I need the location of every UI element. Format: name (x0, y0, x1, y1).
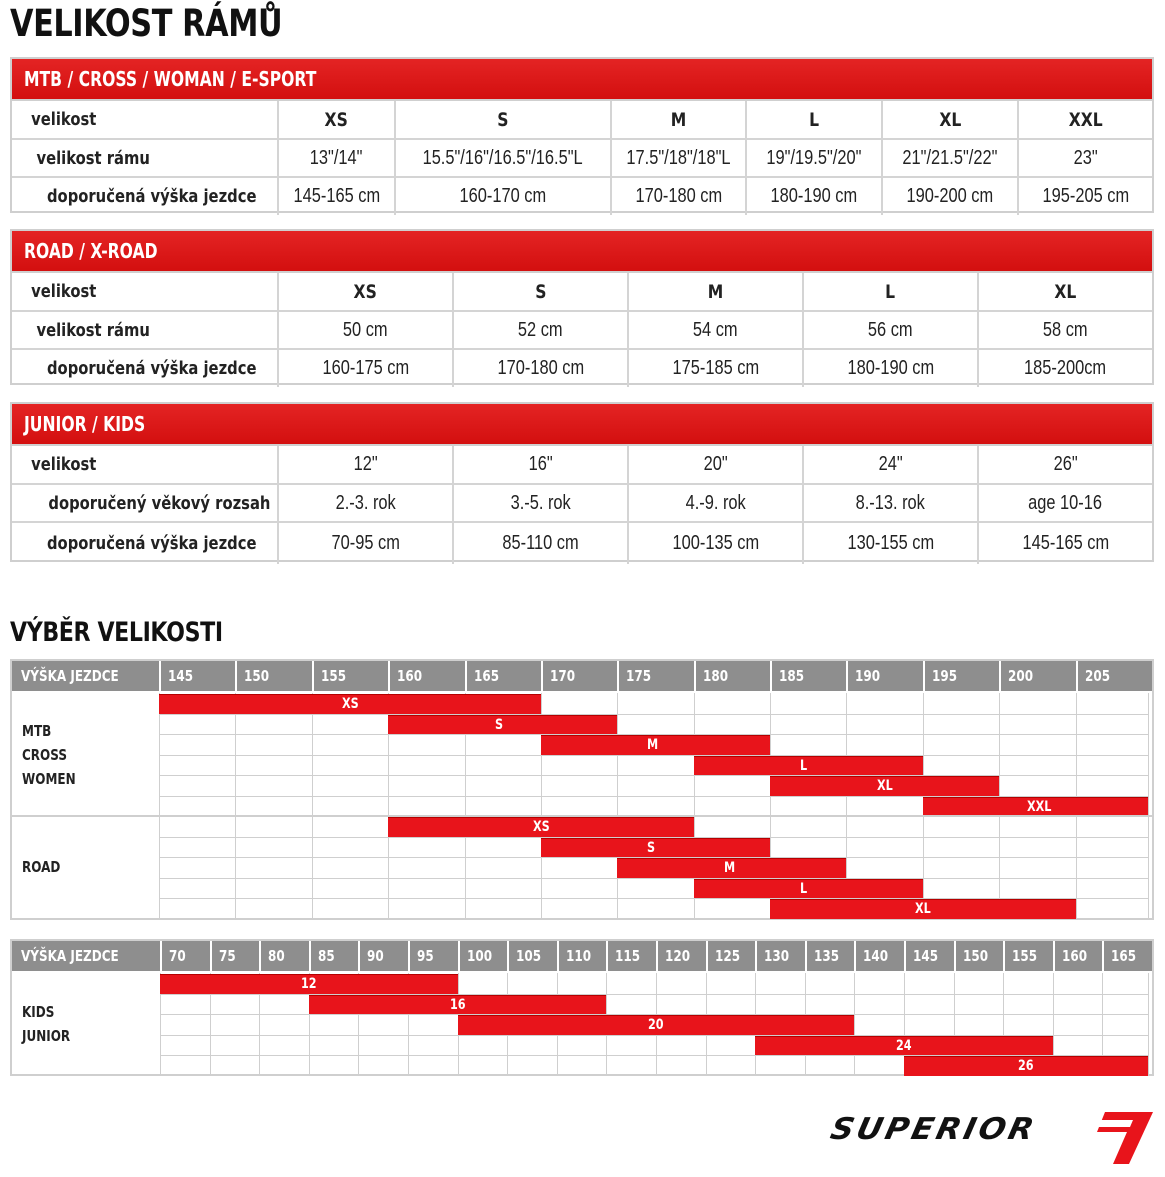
tick-label: 75 (210, 941, 260, 971)
tick-label: 190 (846, 661, 922, 691)
table-cell: 175-185 cm (628, 349, 803, 387)
tick-label: 140 (854, 941, 904, 971)
size-range-label: 24 (895, 1037, 912, 1054)
size-range-label: 12 (300, 976, 317, 992)
size-range-bar (388, 715, 617, 735)
tick-label: 120 (656, 941, 706, 971)
section-heading: JUNIOR / KIDS (12, 404, 1152, 446)
row-label: velikost (31, 281, 97, 302)
size-range-bar (541, 735, 770, 755)
table-cell: 130-155 cm (803, 522, 978, 564)
table-cell: 70-95 cm (278, 522, 453, 564)
table-cell: S (395, 101, 611, 139)
chart-header-label: VÝŠKA JEZDCE (21, 947, 119, 965)
grid-line (159, 775, 1148, 776)
size-range-label: XS (532, 819, 550, 835)
table-cell: 100-135 cm (628, 522, 803, 564)
size-table-mtb (10, 57, 1154, 213)
chart-header (12, 941, 1152, 971)
tick-label: 165 (465, 661, 541, 691)
section-heading: MTB / CROSS / WOMAN / E-SPORT (12, 59, 1152, 101)
table-cell: 85-110 cm (453, 522, 628, 564)
size-range-bar (904, 1056, 1148, 1076)
table-cell: XXL (1018, 101, 1152, 139)
size-table (12, 101, 1152, 215)
tick-label: 205 (1076, 661, 1152, 691)
size-range-label: 20 (647, 1017, 664, 1033)
table-cell: 180-190 cm (746, 177, 882, 215)
table-cell: 23" (1018, 139, 1152, 177)
tick-label: 145 (159, 661, 235, 691)
table-row (12, 484, 1152, 522)
size-chart-adult (10, 659, 1154, 920)
grid-line (1148, 693, 1149, 919)
row-label: doporučená výška jezdce (12, 522, 278, 564)
row-label: velikost (31, 109, 97, 130)
tick-label: 105 (507, 941, 557, 971)
table-cell: 160-175 cm (278, 349, 453, 387)
superior-logo (827, 1110, 1153, 1166)
table-row (12, 446, 1152, 484)
grid-line (854, 973, 855, 1076)
grid-line (1148, 973, 1149, 1076)
table-row (12, 177, 1152, 215)
size-range-label: S (494, 716, 503, 733)
table-cell: 3.-5. rok (453, 484, 628, 522)
size-range-label: XL (914, 901, 931, 917)
table-cell: 52 cm (453, 311, 628, 349)
table-cell: XS (278, 273, 453, 311)
size-range-bar (770, 899, 1076, 919)
size-range-label: 26 (1018, 1058, 1034, 1074)
size-range-label: S (647, 839, 656, 856)
group-label: KIDS JUNIOR (22, 1003, 71, 1046)
table-cell: M (628, 273, 803, 311)
table-cell: 58 cm (978, 311, 1152, 349)
table-cell: 17.5"/18"/18"L (611, 139, 746, 177)
tick-label: 180 (694, 661, 770, 691)
row-label: doporučená výška jezdce (12, 177, 278, 215)
row-label: velikost (31, 454, 97, 475)
table-cell: 195-205 cm (1018, 177, 1152, 215)
table-cell: 15.5"/16"/16.5"/16.5"L (395, 139, 611, 177)
table-cell: 190-200 cm (882, 177, 1018, 215)
tick-label: 155 (312, 661, 388, 691)
tick-label: 185 (770, 661, 846, 691)
table-cell: 16" (453, 446, 628, 484)
table-cell: 180-190 cm (803, 349, 978, 387)
tick-label: 80 (259, 941, 309, 971)
table-cell: XS (278, 101, 395, 139)
table-cell: 54 cm (628, 311, 803, 349)
size-range-bar (160, 974, 458, 994)
size-chart-kids (10, 939, 1154, 1076)
tick-label: 155 (1003, 941, 1053, 971)
tick-label: 100 (458, 941, 508, 971)
tick-label: 160 (388, 661, 464, 691)
tick-label: 165 (1102, 941, 1152, 971)
table-cell: 26" (978, 446, 1152, 484)
size-table (12, 446, 1152, 564)
table-row (12, 522, 1152, 564)
tick-label: 145 (904, 941, 954, 971)
tick-label: 130 (755, 941, 805, 971)
size-range-label: 16 (449, 996, 466, 1013)
tick-label: 95 (408, 941, 458, 971)
section-heading: ROAD / X-ROAD (12, 231, 1152, 273)
size-table-road (10, 229, 1154, 385)
table-cell: XL (978, 273, 1152, 311)
tick-label: 110 (557, 941, 607, 971)
table-cell: 2.-3. rok (278, 484, 453, 522)
table-cell: 21"/21.5"/22" (882, 139, 1018, 177)
grid-line (159, 878, 1148, 879)
selector-title: VÝBĚR VELIKOSTI (10, 617, 223, 648)
table-cell: 56 cm (803, 311, 978, 349)
table-cell: 170-180 cm (611, 177, 746, 215)
size-range-bar (617, 858, 846, 878)
tick-label: 175 (617, 661, 693, 691)
size-range-label: XL (876, 778, 893, 794)
grid-line (159, 693, 160, 919)
table-cell: 24" (803, 446, 978, 484)
table-cell: 170-180 cm (453, 349, 628, 387)
size-range-bar (755, 1036, 1053, 1056)
tick-label: 90 (358, 941, 408, 971)
size-range-label: XS (341, 696, 359, 712)
size-range-bar (541, 838, 770, 858)
group-label: ROAD (22, 858, 61, 877)
table-row (12, 273, 1152, 311)
table-cell: 8.-13. rok (803, 484, 978, 522)
grid-line (159, 755, 1148, 756)
size-range-bar (309, 995, 607, 1015)
table-cell: 160-170 cm (395, 177, 611, 215)
table-cell: L (746, 101, 882, 139)
grid-line (312, 693, 313, 919)
size-range-bar (923, 797, 1148, 817)
row-label: doporučená výška jezdce (12, 349, 278, 387)
table-row (12, 311, 1152, 349)
table-row (12, 349, 1152, 387)
table-cell: M (611, 101, 746, 139)
size-range-label: L (800, 880, 808, 897)
tick-label: 135 (805, 941, 855, 971)
size-range-label: M (723, 860, 736, 876)
size-range-label: L (800, 757, 808, 774)
tick-label: 85 (309, 941, 359, 971)
table-row (12, 101, 1152, 139)
tick-label: 70 (160, 941, 210, 971)
table-cell: 12" (278, 446, 453, 484)
tick-label: 200 (999, 661, 1075, 691)
table-cell: 145-165 cm (278, 177, 395, 215)
tick-label: 115 (606, 941, 656, 971)
size-range-bar (694, 879, 923, 899)
page-title: VELIKOST RÁMŮ (10, 2, 283, 45)
table-cell: age 10-16 (978, 484, 1152, 522)
table-cell: 185-200cm (978, 349, 1152, 387)
size-table (12, 273, 1152, 387)
group-label: MTB CROSS WOMEN (22, 721, 76, 788)
size-range-bar (159, 694, 541, 714)
size-range-label: M (647, 737, 659, 753)
table-cell: 145-165 cm (978, 522, 1152, 564)
tick-label: 170 (541, 661, 617, 691)
table-cell: 20" (628, 446, 803, 484)
grid-line (159, 714, 1148, 715)
table-cell: S (453, 273, 628, 311)
chart-header-label: VÝŠKA JEZDCE (21, 667, 119, 685)
table-cell: 13"/14" (278, 139, 395, 177)
row-label: velikost rámu (12, 311, 278, 349)
grid-line (235, 693, 236, 919)
size-range-bar (388, 817, 694, 837)
size-range-bar (458, 1015, 855, 1035)
size-range-bar (694, 756, 923, 776)
tick-label: 195 (923, 661, 999, 691)
tick-label: 160 (1053, 941, 1103, 971)
logo-mark-icon (1075, 1110, 1155, 1166)
tick-label: 150 (235, 661, 311, 691)
table-cell: 4.-9. rok (628, 484, 803, 522)
size-range-label: XXL (1027, 798, 1052, 815)
chart-header (12, 661, 1152, 691)
brand-name: SUPERIOR (827, 1112, 1041, 1147)
table-cell: XL (882, 101, 1018, 139)
row-label: doporučený věkový rozsah (12, 484, 278, 522)
row-label: velikost rámu (12, 139, 278, 177)
size-range-bar (770, 776, 999, 796)
table-row (12, 139, 1152, 177)
tick-label: 150 (954, 941, 1004, 971)
grid-line (617, 693, 618, 919)
table-cell: 19"/19.5"/20" (746, 139, 882, 177)
table-cell: 50 cm (278, 311, 453, 349)
table-cell: L (803, 273, 978, 311)
tick-label: 125 (706, 941, 756, 971)
size-table-junior (10, 402, 1154, 562)
